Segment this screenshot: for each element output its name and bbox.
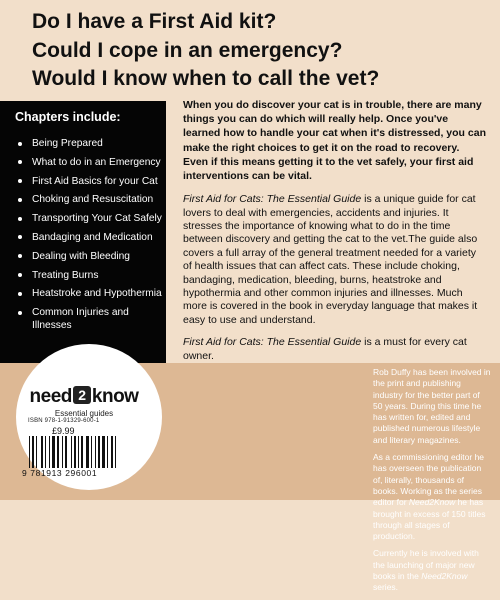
blurb — [183, 98, 487, 372]
blurb-paragraph — [183, 193, 487, 327]
blurb-lead: When you do discover your cat is in trouble, there are many things you can do which will really help. Once you've learned how to handle your cat when it's distressed, you can make the right choices to get it on the road to recovery. Even if this means getting it to the vet safely, your first aid interventions can be vital. — [183, 99, 486, 183]
chapter-item: What to do in an Emergency — [18, 156, 163, 169]
chapter-item: Bandaging and Medication — [18, 231, 163, 244]
chapter-item: Being Prepared — [18, 137, 163, 150]
logo-two: 2 — [73, 386, 91, 404]
blurb-text: is a unique guide for cat lovers to deal with emergencies, accidents and injuries. It stresses the importance of knowing what to do in the time between discovery and getting the cat to the vet.The guide also covers a full array of the general treatment needed for a variety of health issues that can affect cats. These include choking, bandaging, medication, bleeding, burns, heatstroke and hypothermia and other common injuries and illnesses. Much more is covered in the book in everyday language that makes it easy to use and understand. — [183, 193, 478, 326]
bio-text: As a commissioning editor he has overseen the publication of, literally, thousands of books. Working as the series editor for — [373, 452, 485, 508]
chapter-item: Heatstroke and Hypothermia — [18, 287, 163, 300]
logo-tagline: Essential guides — [54, 409, 114, 418]
headline-call-vet: Would I know when to call the vet? — [32, 67, 380, 90]
publisher-logo — [24, 386, 144, 418]
chapter-item: Treating Burns — [18, 269, 163, 282]
chapter-item: Transporting Your Cat Safely — [18, 212, 163, 225]
bio-paragraph — [373, 548, 491, 593]
headline-first-aid-kit: Do I have a First Aid kit? — [32, 10, 277, 33]
isbn-text: ISBN 978-1-91329-600-1 — [28, 418, 100, 424]
bio-text: Currently he is involved with the launching of major new books in the — [373, 548, 479, 582]
logo-know: know — [91, 386, 139, 407]
bio-text: he has brought in excess of 150 titles through all stages of production. — [373, 497, 486, 542]
series-name: Need2Know — [421, 571, 468, 582]
bio-paragraph: Rob Duffy has been involved in the print and publishing industry for the better part of 50 years. During this time he has written for, edited and published numerous lifestyle and literary magazines. — [373, 367, 491, 445]
headline-block — [32, 8, 492, 94]
book-title: First Aid for Cats: The Essential Guide — [183, 193, 362, 206]
blurb-closing — [183, 336, 487, 363]
chapters-panel — [0, 101, 166, 363]
chapter-list — [18, 137, 163, 338]
price: £9.99 — [52, 426, 75, 436]
chapters-title: Chapters include: — [15, 110, 121, 124]
bio-paragraph — [373, 452, 491, 542]
logo-wordmark — [24, 386, 144, 408]
chapter-item: Choking and Resuscitation — [18, 193, 163, 206]
logo-need: need — [29, 386, 72, 407]
blurb-text: is a must for every cat owner. — [183, 336, 467, 362]
series-name: Need2Know — [408, 497, 456, 508]
chapter-item: First Aid Basics for your Cat — [18, 175, 163, 188]
bio-text: series. — [373, 582, 399, 593]
chapter-item: Common Injuries and Illnesses — [18, 306, 163, 332]
headline-cope-emergency: Could I cope in an emergency? — [32, 38, 343, 62]
author-bio — [373, 367, 491, 600]
barcode-icon — [28, 436, 138, 468]
barcode-digits: 9 781913 296001 — [22, 468, 98, 478]
chapter-item: Dealing with Bleeding — [18, 250, 163, 263]
book-title: First Aid for Cats: The Essential Guide — [183, 336, 362, 349]
